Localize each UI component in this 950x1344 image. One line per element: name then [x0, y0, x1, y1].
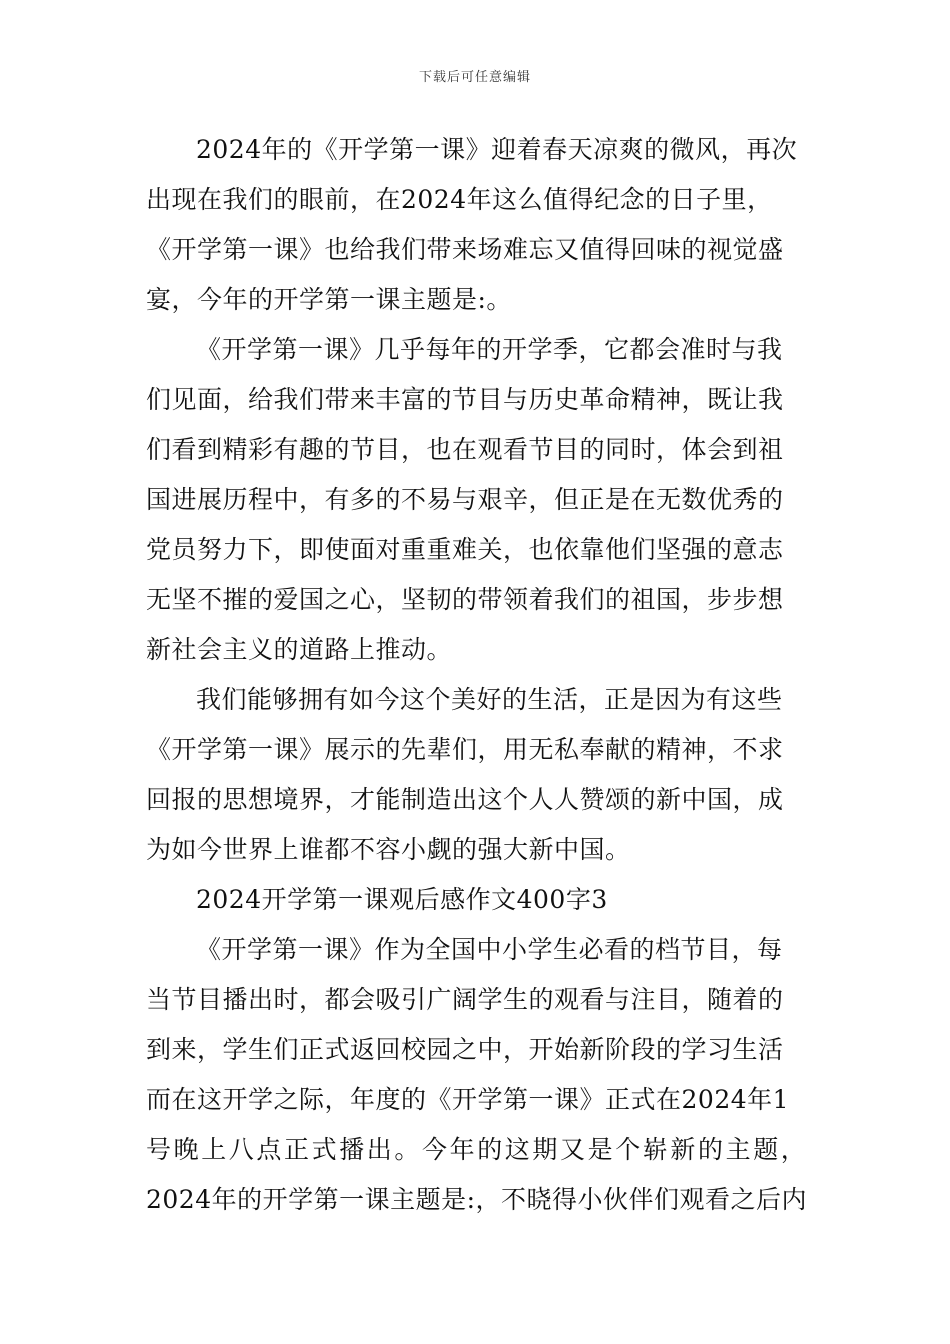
text-line: 而在这开学之际，年度的《开学第一课》正式在2024年1 [146, 1085, 790, 1114]
text-line: 《开学第一课》作为全国中小学生必看的档节目，每 [196, 935, 783, 964]
text-line: 为如今世界上谁都不容小觑的强大新中国。 [146, 835, 631, 864]
text-line: 2024年的开学第一课主题是:，不晓得小伙伴们观看之后内 [146, 1185, 808, 1214]
text-line: 们见面，给我们带来丰富的节目与历史革命精神，既让我 [146, 385, 784, 414]
text-line: 2024年的《开学第一课》迎着春天凉爽的微风，再次 [196, 135, 798, 164]
text-line: 回报的思想境界，才能制造出这个人人赞颂的新中国，成 [146, 785, 784, 814]
text-line: 党员努力下，即使面对重重难关，也依靠他们坚强的意志 [146, 535, 784, 564]
text-line: 《开学第一课》几乎每年的开学季，它都会准时与我 [196, 335, 783, 364]
text-line: 宴，今年的开学第一课主题是:。 [146, 285, 512, 314]
text-line: 《开学第一课》也给我们带来场难忘又值得回味的视觉盛 [146, 235, 784, 264]
text-line: 们看到精彩有趣的节目，也在观看节目的同时，体会到祖 [146, 435, 784, 464]
section-heading: 2024开学第一课观后感作文400字3 [196, 885, 608, 914]
text-line: 《开学第一课》展示的先辈们，用无私奉献的精神，不求 [146, 735, 784, 764]
download-note: 下载后可任意编辑 [418, 70, 531, 85]
text-line: 到来，学生们正式返回校园之中，开始新阶段的学习生活 [146, 1035, 784, 1064]
text-line: 我们能够拥有如今这个美好的生活，正是因为有这些 [196, 685, 783, 714]
text-line: 国进展历程中，有多的不易与艰辛，但正是在无数优秀的 [146, 485, 784, 514]
text-line: 号晚上八点正式播出。今年的这期又是个崭新的主题， [146, 1135, 809, 1164]
text-line: 无坚不摧的爱国之心，坚韧的带领着我们的祖国，步步想 [146, 585, 784, 614]
text-line: 新社会主义的道路上推动。 [146, 635, 453, 664]
text-line: 出现在我们的眼前，在2024年这么值得纪念的日子里， [146, 185, 773, 214]
text-line: 当节目播出时，都会吸引广阔学生的观看与注目，随着的 [146, 985, 784, 1014]
